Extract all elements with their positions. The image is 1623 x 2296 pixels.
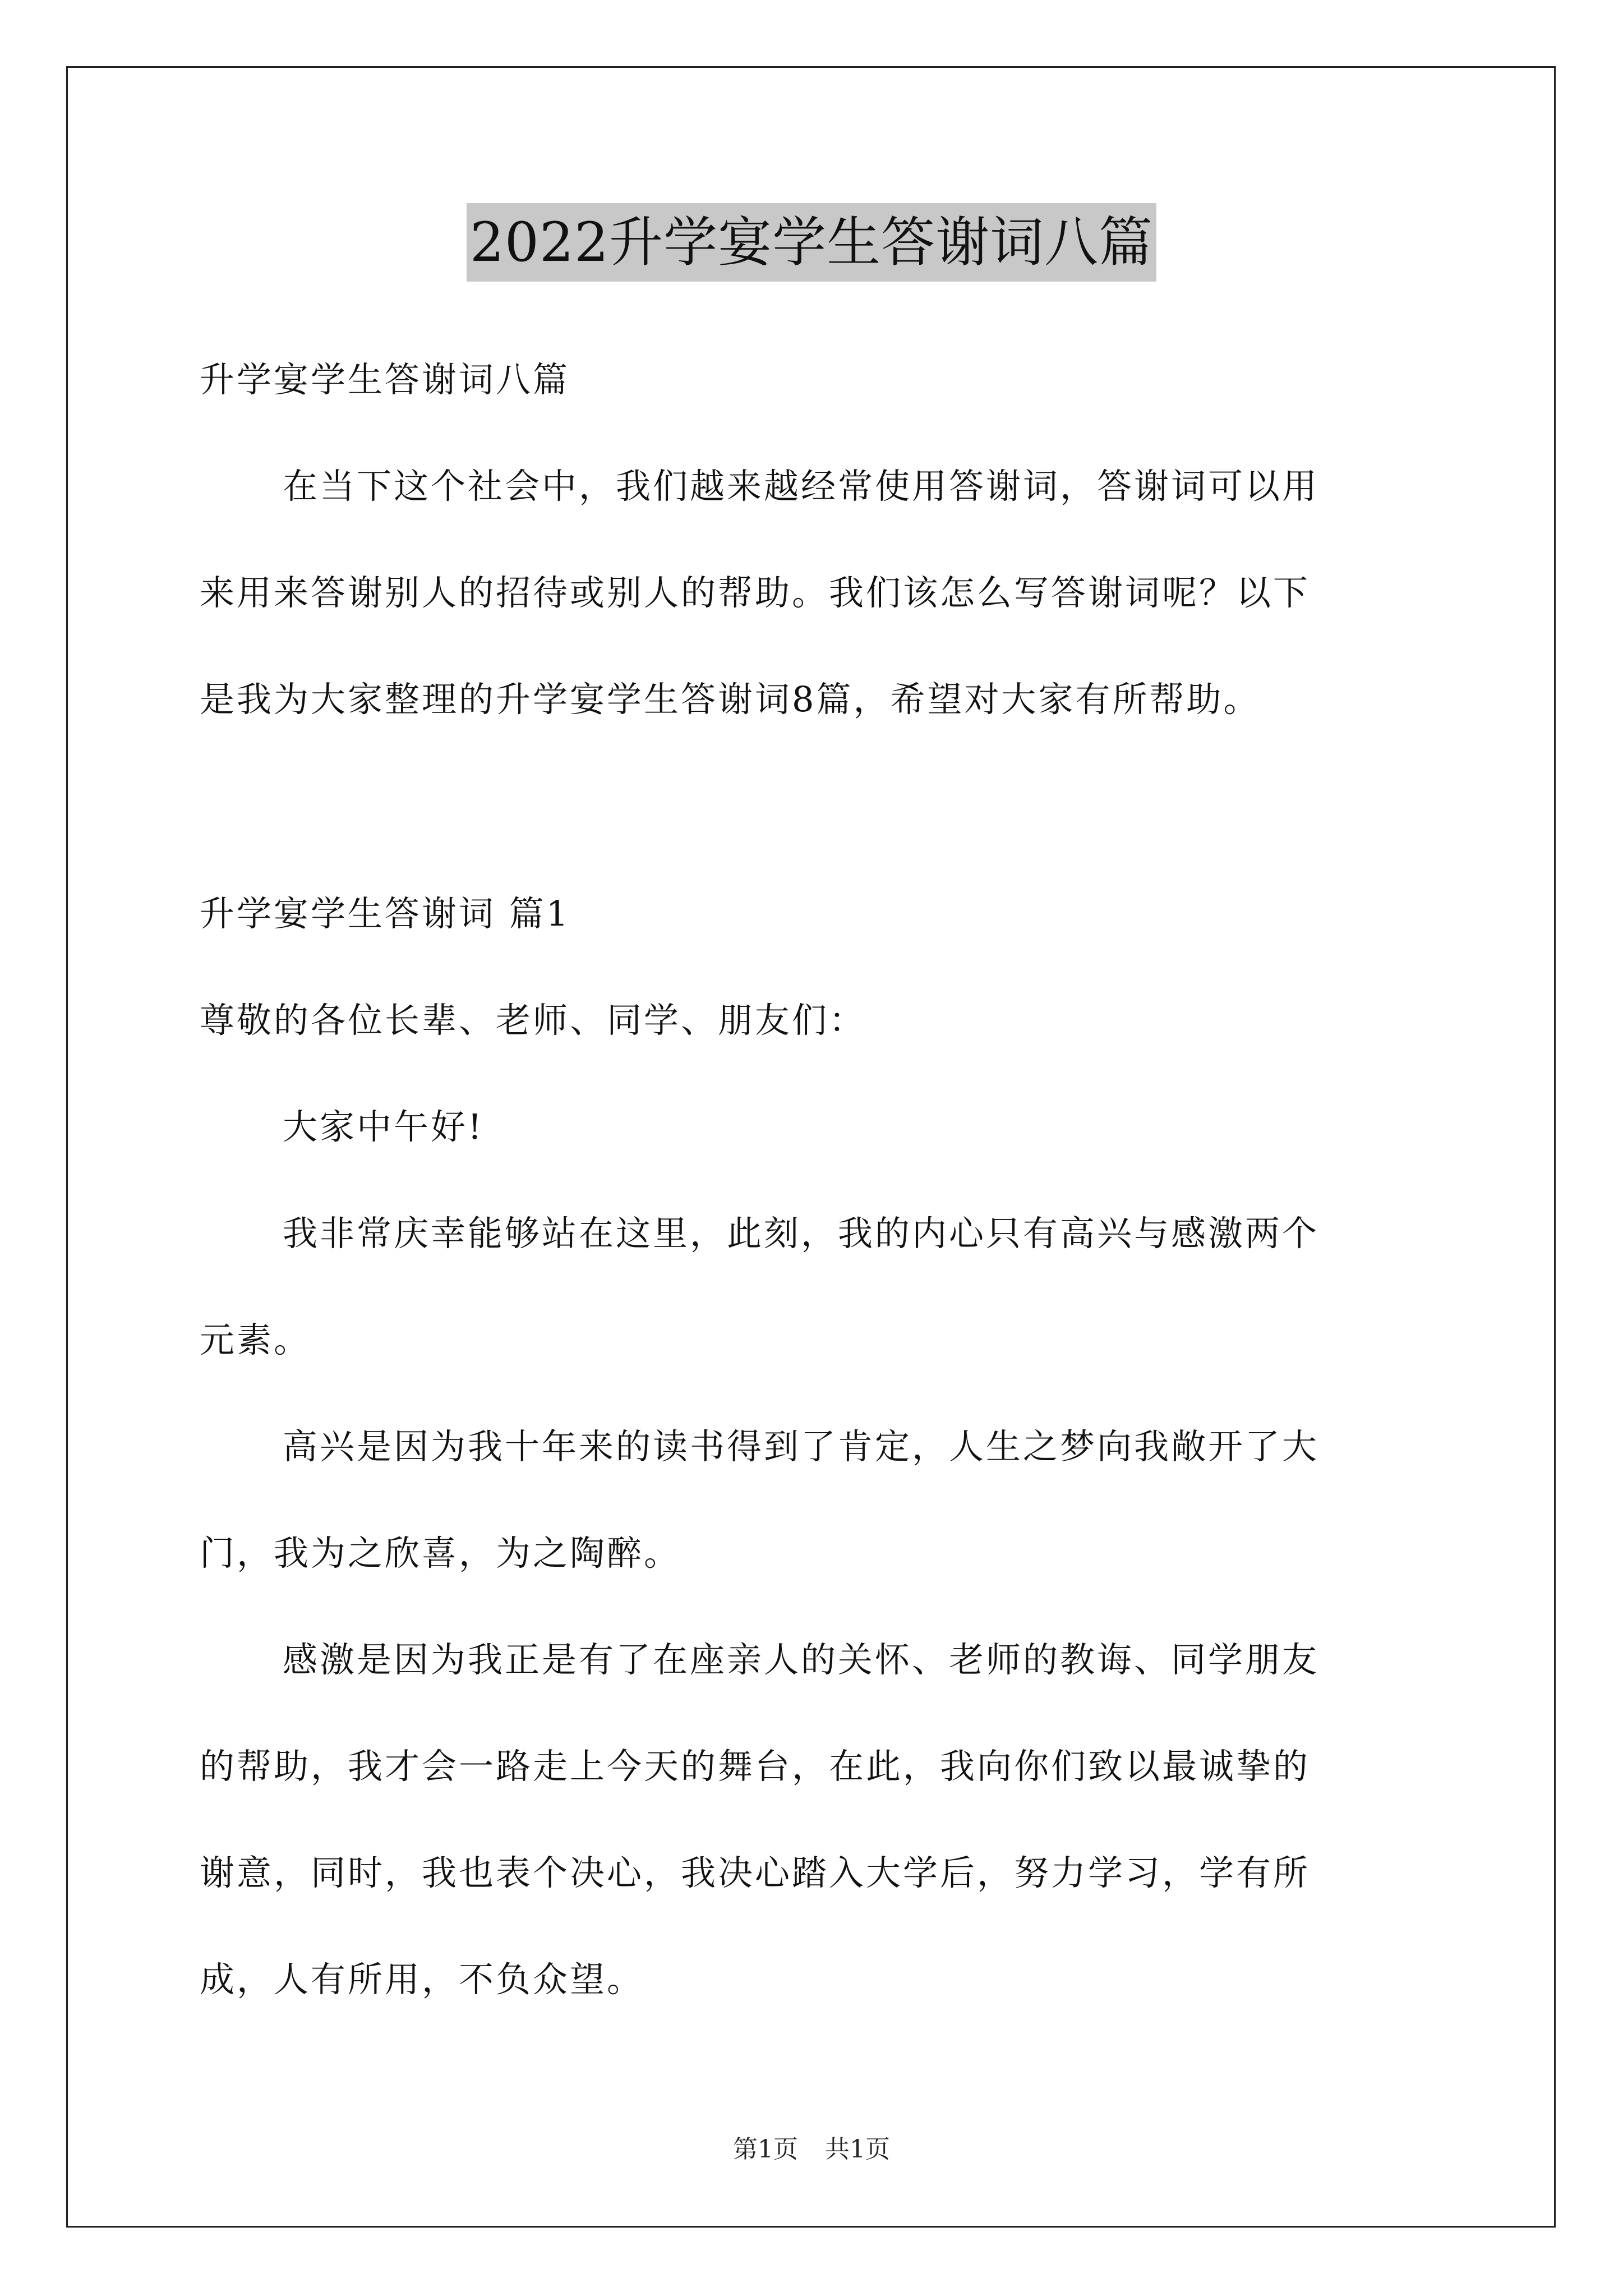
page-footer (0, 2133, 1623, 2166)
paragraph-line: 高兴是因为我十年来的读书得到了肯定，人生之梦向我敞开了大 (283, 1426, 1320, 1467)
page-total: 共1页 (825, 2135, 890, 2164)
paragraph-line: 感激是因为我正是有了在座亲人的关怀、老师的教诲、同学朋友 (283, 1639, 1320, 1680)
paragraph-line: 我非常庆幸能够站在这里，此刻，我的内心只有高兴与感激两个 (283, 1213, 1320, 1254)
section-heading: 升学宴学生答谢词 篇1 (200, 893, 571, 934)
paragraph-line: 成，人有所用，不负众望。 (200, 1959, 644, 2000)
document-title: 2022升学宴学生答谢词八篇 (467, 203, 1156, 282)
paragraph-line: 的帮助，我才会一路走上今天的舞台，在此，我向你们致以最诚挚的 (200, 1746, 1311, 1787)
intro-line: 来用来答谢别人的招待或别人的帮助。我们该怎么写答谢词呢？以下 (200, 572, 1311, 613)
salutation: 尊敬的各位长辈、老师、同学、朋友们： (200, 1000, 866, 1041)
title-container (0, 203, 1623, 282)
intro-line: 是我为大家整理的升学宴学生答谢词8篇，希望对大家有所帮助。 (200, 679, 1261, 720)
paragraph-line: 谢意，同时，我也表个决心，我决心踏入大学后，努力学习，学有所 (200, 1852, 1311, 1893)
intro-line: 在当下这个社会中，我们越来越经常使用答谢词，答谢词可以用 (283, 466, 1320, 507)
paragraph-line: 门，我为之欣喜，为之陶醉。 (200, 1533, 681, 1573)
document-subtitle: 升学宴学生答谢词八篇 (200, 359, 570, 400)
paragraph-line: 元素。 (200, 1319, 311, 1360)
greeting: 大家中午好! (283, 1106, 484, 1147)
page-number: 第1页 (733, 2135, 798, 2164)
